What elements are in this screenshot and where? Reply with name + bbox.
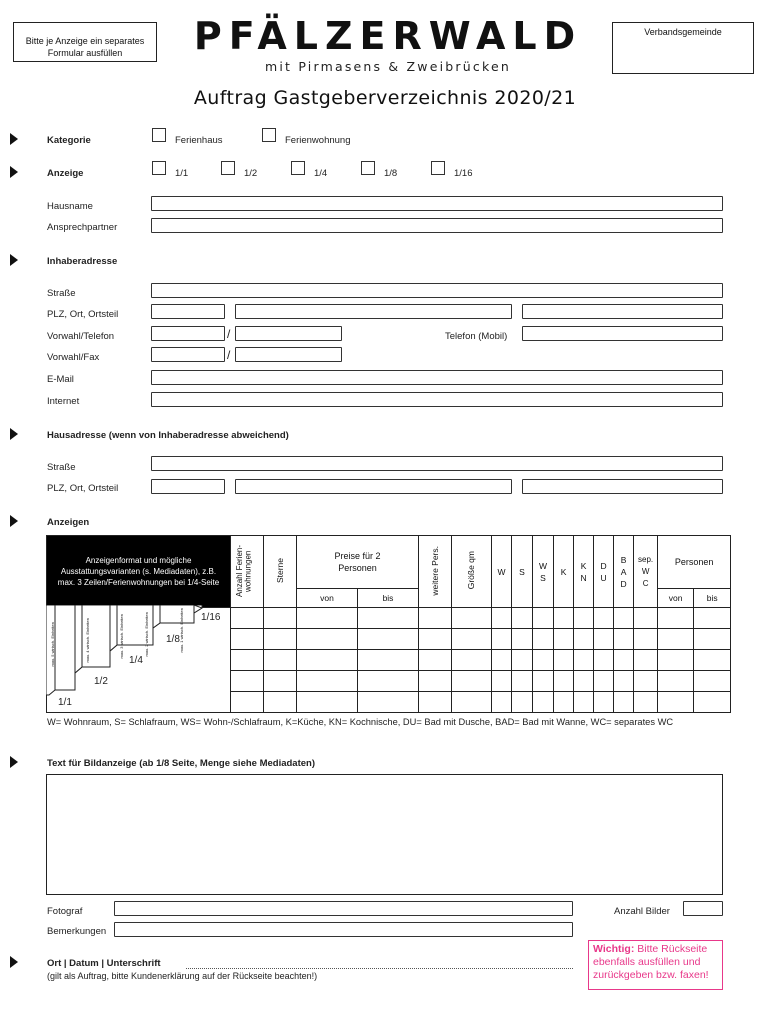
note-box	[13, 22, 157, 62]
plz2-label: PLZ, Ort, Ortsteil	[47, 483, 119, 494]
brand-logo: PFÄLZERWALD	[193, 14, 583, 58]
arrow-icon	[10, 133, 18, 145]
telefon-field[interactable]	[235, 326, 342, 341]
bildanzeige-label: Text für Bildanzeige (ab 1/8 Seite, Menge siehe Mediadaten)	[47, 758, 315, 769]
col-preis-bis: bis	[358, 589, 419, 608]
plz2-field[interactable]	[151, 479, 225, 494]
strasse-field[interactable]	[151, 283, 723, 298]
verbandsgemeinde-box[interactable]	[612, 22, 754, 74]
anzeige-option: 1/1	[175, 168, 189, 179]
ferienwohnung-label: Ferienwohnung	[285, 135, 351, 146]
anzeige-checkbox-1-4[interactable]	[291, 161, 305, 175]
strasse2-field[interactable]	[151, 456, 723, 471]
col-bad	[614, 536, 634, 608]
fax-field[interactable]	[235, 347, 342, 362]
anzeige-option: 1/2	[244, 168, 258, 179]
anzeige-checkbox-1-16[interactable]	[431, 161, 445, 175]
anzeige-label: Anzeige	[47, 168, 84, 179]
plz-field[interactable]	[151, 304, 225, 319]
step-note-1-1: max. 5 wirtsch. Einheiten	[50, 622, 55, 667]
step-label-1-8: 1/8	[166, 634, 180, 645]
col-bad-text: B A D	[620, 554, 627, 589]
email-label: E-Mail	[47, 374, 74, 385]
inhaberadresse-label: Inhaberadresse	[47, 256, 118, 267]
wichtig-notice	[588, 940, 723, 990]
hausname-field[interactable]	[151, 196, 723, 211]
plz-label: PLZ, Ort, Ortsteil	[47, 309, 119, 320]
vorwahl-telefon-label: Vorwahl/Telefon	[47, 331, 115, 342]
step-note-1-2: max. 4 wirtsch. Einheiten	[85, 618, 90, 663]
col-kn	[574, 536, 594, 608]
col-groesse	[452, 536, 492, 608]
slash-separator: /	[227, 348, 231, 362]
col-sterne	[264, 536, 297, 608]
col-preise-text: Preise für 2 Personen	[334, 551, 381, 573]
col-s: S	[512, 536, 533, 608]
step-label-1-16: 1/16	[201, 612, 221, 623]
ortsteil2-field[interactable]	[522, 479, 723, 494]
verbandsgemeinde-label: Verbandsgemeinde	[644, 27, 722, 37]
col-anzahl	[231, 536, 264, 608]
internet-field[interactable]	[151, 392, 723, 407]
col-du	[594, 536, 614, 608]
anzeige-option: 1/16	[454, 168, 473, 179]
signature-line[interactable]	[186, 968, 573, 969]
vorwahl-fax-label: Vorwahl/Fax	[47, 352, 100, 363]
arrow-icon	[10, 756, 18, 768]
email-field[interactable]	[151, 370, 723, 385]
step-label-1-4: 1/4	[129, 655, 143, 666]
bildanzeige-textarea[interactable]	[46, 774, 723, 895]
anzahl-bilder-field[interactable]	[683, 901, 723, 916]
slash-separator: /	[227, 327, 231, 341]
col-weitere-text: weitere Pers.	[429, 545, 440, 596]
staircase-arrow-1-4	[110, 605, 117, 651]
hausname-label: Hausname	[47, 201, 93, 212]
arrow-icon	[10, 956, 18, 968]
page-title: Auftrag Gastgeberverzeichnis 2020/21	[193, 87, 577, 109]
anzeige-checkbox-1-1[interactable]	[152, 161, 166, 175]
telefon-mobil-field[interactable]	[522, 326, 723, 341]
brand-subtitle: mit Pirmasens & Zweibrücken	[265, 59, 511, 74]
col-du-text: D U	[600, 560, 607, 583]
telefon-mobil-label: Telefon (Mobil)	[445, 331, 508, 342]
col-groesse-text: Größe qm	[466, 551, 477, 590]
fotograf-field[interactable]	[114, 901, 573, 916]
step-label-1-2: 1/2	[94, 676, 108, 687]
arrow-icon	[10, 166, 18, 178]
legend-text: W= Wohnraum, S= Schlafraum, WS= Wohn-/Schlafraum, K=Küche, KN= Kochnische, DU= Bad mit Dusche, BAD= Bad mit Wanne, WC= separates WC	[47, 717, 674, 727]
col-preis-von: von	[297, 589, 358, 608]
col-anzahl-text: Anzahl Ferien-wohnungen	[235, 544, 253, 597]
step-note-1-8: max. 2 wirtsch. Einheiten	[144, 612, 149, 657]
col-weitere	[419, 536, 452, 608]
staircase-arrow-1-8	[153, 605, 160, 628]
ansprechpartner-field[interactable]	[151, 218, 723, 233]
anzeige-option: 1/8	[384, 168, 398, 179]
anzeigen-label: Anzeigen	[47, 517, 90, 528]
arrow-icon	[10, 428, 18, 440]
anzahl-bilder-label: Anzahl Bilder	[614, 906, 670, 917]
col-preise	[297, 536, 419, 589]
ferienhaus-label: Ferienhaus	[175, 135, 223, 146]
staircase-arrow-1-2	[75, 605, 82, 673]
internet-label: Internet	[47, 396, 80, 407]
anzeige-checkbox-1-2[interactable]	[221, 161, 235, 175]
col-sepwc	[634, 536, 658, 608]
col-k: K	[554, 536, 574, 608]
ferienwohnung-checkbox[interactable]	[262, 128, 276, 142]
hausadresse-label: Hausadresse (wenn von Inhaberadresse abweichend)	[47, 430, 289, 441]
strasse-label: Straße	[47, 288, 76, 299]
col-ws	[533, 536, 554, 608]
col-kn-text: K N	[580, 560, 587, 583]
step-label-1-1: 1/1	[58, 697, 72, 708]
table-header-format	[47, 536, 231, 608]
col-sterne-text: Sterne	[274, 557, 285, 584]
bemerkungen-field[interactable]	[114, 922, 573, 937]
ort-field[interactable]	[235, 304, 512, 319]
ort2-field[interactable]	[235, 479, 512, 494]
kategorie-label: Kategorie	[47, 135, 91, 146]
table-header-format-text: Anzeigenformat und mögliche Ausstattungsvarianten (s. Mediadaten), z.B. max. 3 Zeilen/Ferienwohnungen bei 1/4-Seite	[57, 556, 220, 587]
fotograf-label: Fotograf	[47, 906, 83, 917]
wichtig-text: Bitte Rückseite ebenfalls ausfüllen und zurückgeben bzw. faxen!	[593, 943, 709, 981]
col-w: W	[492, 536, 512, 608]
note-text: Bitte je Anzeige ein separates Formular ausfüllen	[25, 36, 145, 58]
arrow-icon	[10, 515, 18, 527]
ansprechpartner-label: Ansprechpartner	[47, 222, 118, 233]
col-ws-text: W S	[539, 560, 548, 583]
ferienhaus-checkbox[interactable]	[152, 128, 166, 142]
signature-label: Ort | Datum | Unterschrift	[47, 958, 161, 969]
anzeige-checkbox-1-8[interactable]	[361, 161, 375, 175]
bemerkungen-label: Bemerkungen	[47, 926, 107, 937]
anzeige-option: 1/4	[314, 168, 328, 179]
step-note-1-4: max. 3 wirtsch. Einheiten	[119, 614, 124, 659]
strasse2-label: Straße	[47, 462, 76, 473]
col-sepwc-text: sep. W C	[638, 554, 654, 588]
wichtig-bold: Wichtig:	[593, 943, 635, 955]
ortsteil-field[interactable]	[522, 304, 723, 319]
col-personen: Personen	[658, 536, 731, 589]
vorwahl-field[interactable]	[151, 326, 225, 341]
col-personen-bis: bis	[694, 589, 731, 608]
col-personen-von: von	[658, 589, 694, 608]
arrow-icon	[10, 254, 18, 266]
signature-note: (gilt als Auftrag, bitte Kundenerklärung auf der Rückseite beachten!)	[47, 971, 318, 981]
fax-vorwahl-field[interactable]	[151, 347, 225, 362]
step-note-1-16: max. 1 wirtsch. Einheiten	[179, 608, 184, 653]
